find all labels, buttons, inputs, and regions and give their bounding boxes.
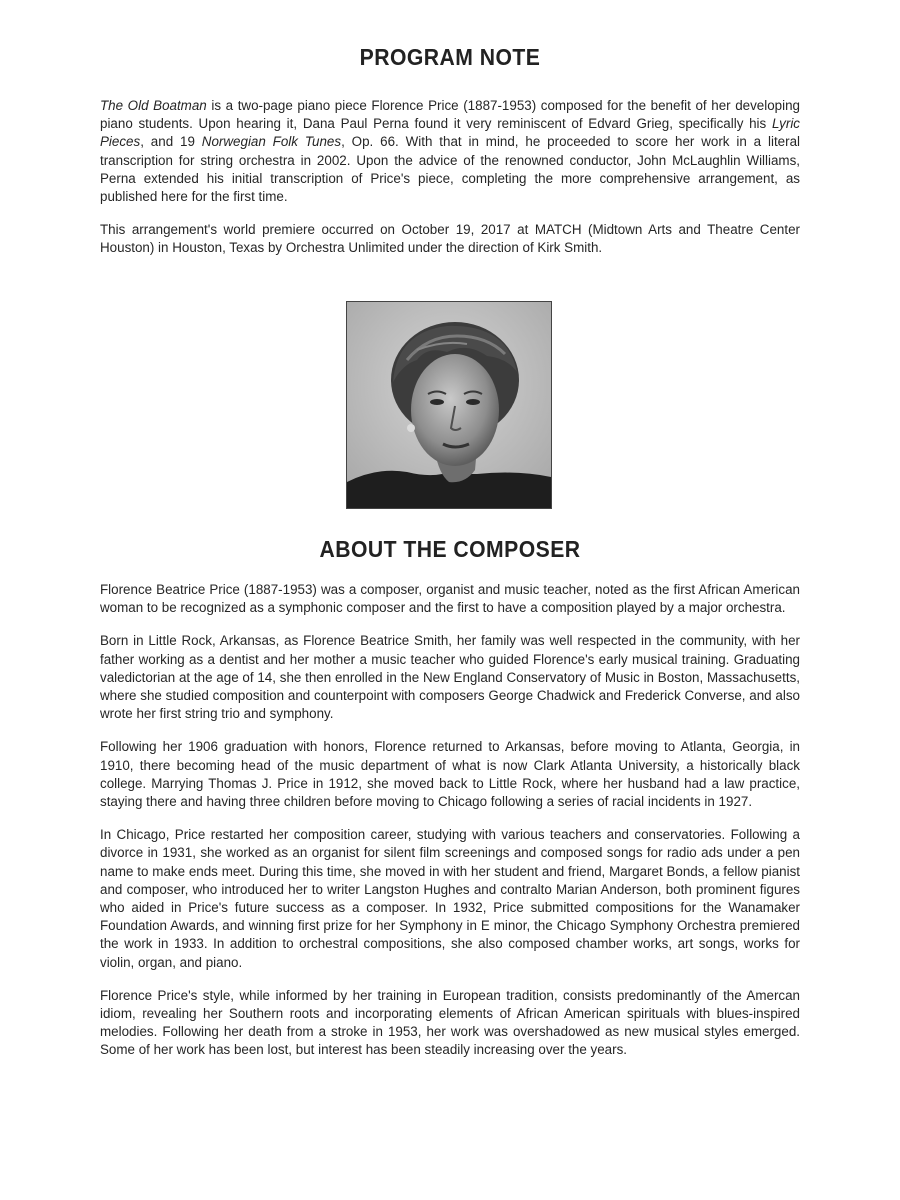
program-note-section (100, 97, 800, 273)
about-composer-heading: ABOUT THE COMPOSER (319, 536, 581, 562)
about-paragraph: Florence Price's style, while informed by her training in European tradition, consists predominantly of the Amercan idiom, revealing her Southern roots and incorporating elements of African American spirituals with blues-inspired melodies. Following her death from a stroke in 1953, her work was overshadowed as new musical styles emerged. Some of her work has been lost, but interest has been steadily increasing over the years. (100, 987, 800, 1058)
folk-tunes-title: Norwegian Folk Tunes (201, 134, 342, 150)
program-note-text-3: , Op. 66. With that in mind, he proceeded to score her work in a literal transcription for string orchestra in 2002. Upon the advice of the renowned conductor, John McLaughlin Williams, Perna extended his initial transcription of Price's piece, completing the more comprehensive arrangement, as published here for the first time. (100, 134, 800, 205)
about-paragraph: In Chicago, Price restarted her composition career, studying with various teachers and conservatories. Following a divorce in 1931, she worked as an organist for silent film screenings and composed songs for radio ads under a pen name to make ends meet. During this time, she moved in with her student and friend, Margaret Bonds, a fellow pianist and composer, who introduced her to writer Langston Hughes and contralto Marian Anderson, both prominent figures who aided in Price's future success as a composer. In 1932, Price submitted compositions for the Wanamaker Foundation Awards, and winning first prize for her Symphony in E minor, the Chicago Symphony Orchestra premiered the work in 1933. In addition to orchestral compositions, she also composed chamber works, art songs, works for violin, organ, and piano. (100, 827, 800, 970)
composer-portrait (346, 301, 552, 509)
program-note-text-2: , and 19 (140, 134, 202, 150)
program-note-text-1: is a two-page piano piece Florence Price (1887-1953) composed for the benefit of her developing piano students. Upon hearing it, Dana Paul Perna found it very reminiscent of Edvard Grieg, specifically his (100, 98, 800, 132)
portrait-photo-icon (347, 302, 551, 508)
about-paragraph: Born in Little Rock, Arkansas, as Florence Beatrice Smith, her family was well respected in the community, with her father working as a dentist and her mother a music teacher who guided Florence's early musical training. Graduating valedictorian at the age of 14, she then enrolled in the New England Conservatory of Music in Boston, Massachusetts, where she studied composition and counterpoint with composers George Chadwick and Frederick Converse, and also wrote her first string trio and symphony. (100, 633, 800, 722)
about-paragraph: Florence Beatrice Price (1887-1953) was a composer, organist and music teacher, noted as the first African American woman to be recognized as a symphonic composer and the first to have a composition played by a major orchestra. (100, 582, 800, 616)
program-note-paragraph-2: This arrangement's world premiere occurred on October 19, 2017 at MATCH (Midtown Arts and Theatre Center Houston) in Houston, Texas by Orchestra Unlimited under the direction of Kirk Smith. (100, 222, 800, 256)
lyric-pieces-title: Lyric Pieces (100, 116, 800, 150)
work-title: The Old Boatman (100, 98, 207, 113)
about-composer-section (100, 581, 800, 1075)
about-paragraph: Following her 1906 graduation with honors, Florence returned to Arkansas, before moving to Atlanta, Georgia, in 1910, there becoming head of the music department of what is now Clark Atlanta University, a historically black college. Marrying Thomas J. Price in 1912, she moved back to Little Rock, where her husband had a law practice, staying there and having three children before moving to Chicago following a series of racial incidents in 1927. (100, 739, 800, 810)
program-note-heading: PROGRAM NOTE (359, 44, 541, 70)
program-note-paragraph-1 (100, 97, 800, 206)
